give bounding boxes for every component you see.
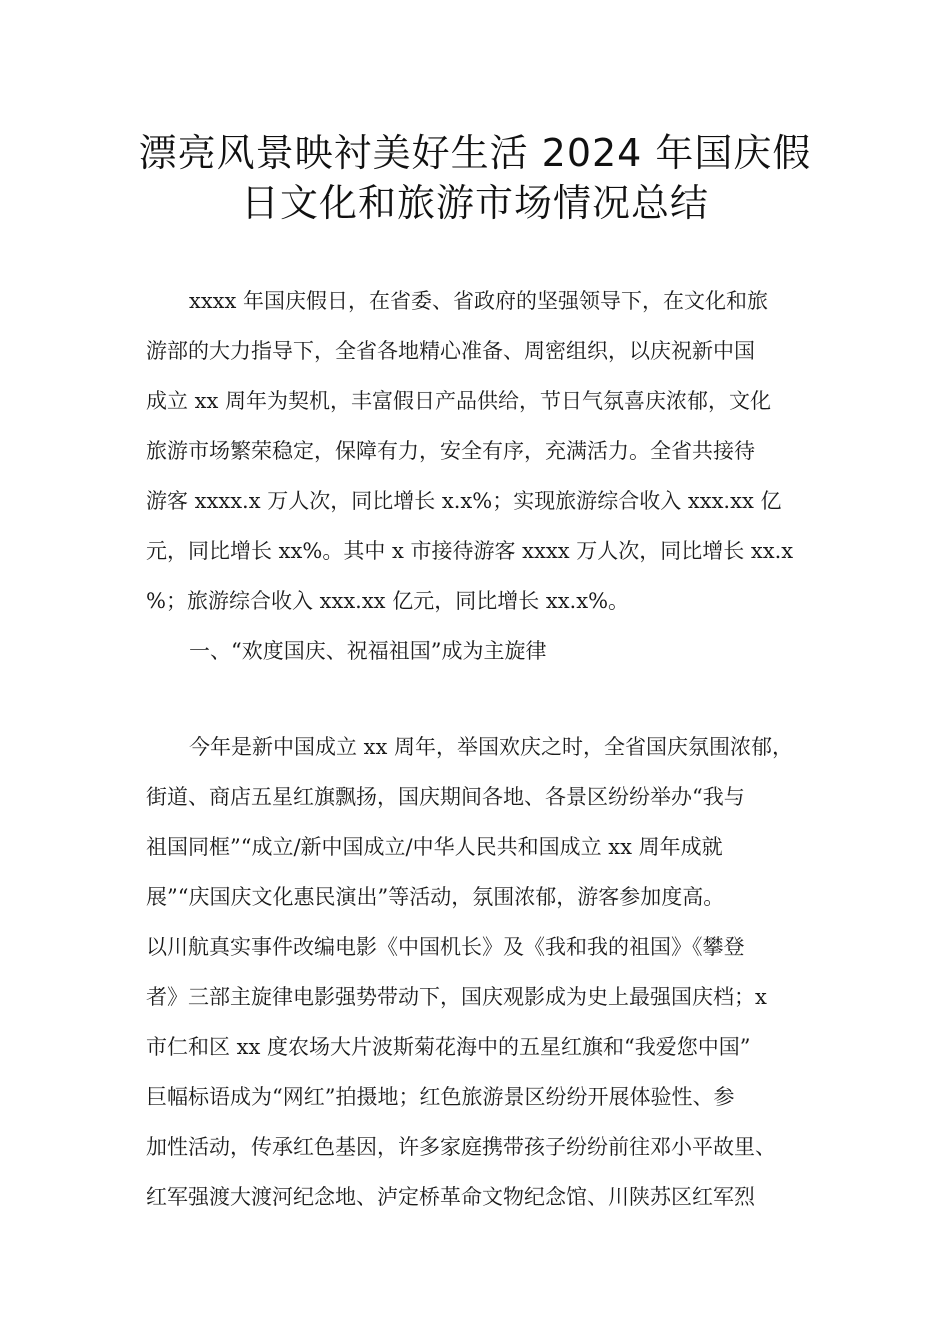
paragraph-line: 者》三部主旋律电影强势带动下，国庆观影成为史上最强国庆档；x: [146, 985, 767, 1009]
paragraph-line: 旅游市场繁荣稳定，保障有力，安全有序，充满活力。全省共接待: [146, 439, 755, 463]
title-line-2: 日文化和旅游市场情况总结: [240, 181, 709, 225]
paragraph-line: 市仁和区 xx 度农场大片波斯菊花海中的五星红旗和“我爱您中国”: [146, 1035, 751, 1059]
paragraph-line: 加性活动，传承红色基因，许多家庭携带孩子纷纷前往邓小平故里、: [146, 1135, 776, 1159]
paragraph-2: [146, 722, 826, 1222]
paragraph-line: 巨幅标语成为“网红”拍摄地；红色旅游景区纷纷开展体验性、参: [146, 1085, 735, 1109]
section-heading: 一、“欢度国庆、祝福祖国”成为主旋律: [189, 639, 547, 663]
paragraph-line: 展”“庆国庆文化惠民演出”等活动，氛围浓郁，游客参加度高。: [146, 885, 725, 909]
paragraph-line: 街道、商店五星红旗飘扬，国庆期间各地、各景区纷纷举办“我与: [146, 785, 745, 809]
paragraph-line: 成立 xx 周年为契机，丰富假日产品供给，节日气氛喜庆浓郁，文化: [146, 389, 772, 413]
paragraph-line: 祖国同框”“成立/新中国成立/中华人民共和国成立 xx 周年成就: [146, 835, 723, 859]
paragraph-line: 游部的大力指导下，全省各地精心准备、周密组织，以庆祝新中国: [146, 339, 755, 363]
paragraph-line: 以川航真实事件改编电影《中国机长》及《我和我的祖国》《攀登: [146, 935, 745, 959]
paragraph-line: 游客 xxxx.x 万人次，同比增长 x.x%；实现旅游综合收入 xxx.xx 亿: [146, 489, 782, 513]
paragraph-line: xxxx 年国庆假日，在省委、省政府的坚强领导下，在文化和旅: [189, 289, 769, 313]
paragraph-line: %；旅游综合收入 xxx.xx 亿元，同比增长 xx.x%。: [146, 589, 630, 613]
paragraph-1: [146, 276, 826, 676]
document-title: [0, 128, 950, 228]
paragraph-line: 今年是新中国成立 xx 周年，举国欢庆之时，全省国庆氛围浓郁，: [189, 735, 794, 759]
paragraph-line: 红军强渡大渡河纪念地、泸定桥革命文物纪念馆、川陕苏区红军烈: [146, 1185, 755, 1209]
title-line-1: 漂亮风景映衬美好生活 2024 年国庆假: [138, 131, 812, 175]
paragraph-line: 元，同比增长 xx%。其中 x 市接待游客 xxxx 万人次，同比增长 xx.x: [146, 539, 794, 563]
